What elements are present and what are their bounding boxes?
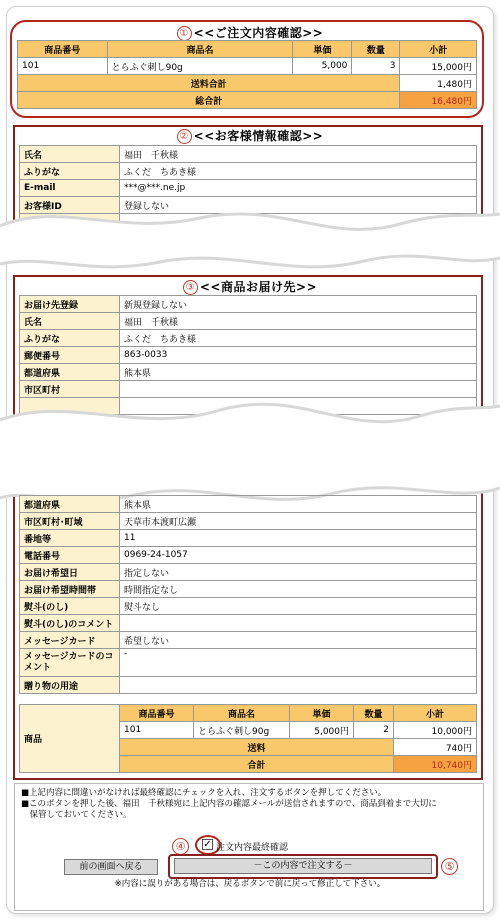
- delivery-value: 新規登録しない: [120, 296, 477, 313]
- delivery-total-value: 10,740円: [394, 756, 477, 773]
- customer-row: [20, 163, 477, 180]
- delivery-label: お届け希望日: [20, 564, 120, 581]
- delivery-label: メッセージカードのコメント: [20, 649, 120, 677]
- torn-break-1: [0, 196, 500, 276]
- delivery-total-label: 合計: [120, 756, 394, 773]
- delivery-label: 熨斗(のし): [20, 598, 120, 615]
- delivery-label: 郵便番号: [20, 347, 120, 364]
- customer-label: 氏名: [20, 146, 120, 163]
- delivery-row: [20, 330, 477, 347]
- order-shipping-label: 送料合計: [18, 75, 400, 92]
- delivery-product-table: [19, 704, 477, 773]
- delivery-row: [20, 347, 477, 364]
- delivery-header-price: 単価: [290, 705, 354, 722]
- delivery-value: 863-0033: [120, 347, 477, 364]
- delivery-value: 熊本県: [120, 496, 477, 513]
- delivery-label: お届け先登録: [20, 296, 120, 313]
- footnote: ※内容に誤りがある場合は、戻るボタンで前に戻って修正して下さい。: [114, 879, 386, 889]
- delivery-row: [20, 364, 477, 381]
- delivery-shipping-label: 送料: [120, 739, 394, 756]
- delivery-row: [20, 530, 477, 547]
- order-price: 5,000: [293, 58, 352, 75]
- order-qty: 3: [352, 58, 400, 75]
- delivery-header-code: 商品番号: [120, 705, 194, 722]
- order-row: [18, 58, 477, 75]
- note-line-2: ■このボタンを押した後、福田 千秋様宛に上記内容の確認メールが送信されますので、商品到着まで大切に: [21, 799, 437, 809]
- delivery-row: [20, 598, 477, 615]
- customer-value: ***@***.ne.jp: [120, 180, 477, 197]
- delivery-label: 贈り物の用途: [20, 677, 120, 694]
- delivery-label: 都道府県: [20, 496, 120, 513]
- delivery-value: 時間指定なし: [120, 581, 477, 598]
- delivery-row: [20, 496, 477, 513]
- customer-label: ふりがな: [20, 163, 120, 180]
- delivery-label: 電話番号: [20, 547, 120, 564]
- delivery-value: 指定しない: [120, 564, 477, 581]
- delivery-label: 番地等: [20, 530, 120, 547]
- delivery-row: [20, 581, 477, 598]
- customer-value: ふくだ ちあき様: [120, 163, 477, 180]
- delivery-row: [20, 513, 477, 530]
- delivery-value: ふくだ ちあき様: [120, 330, 477, 347]
- delivery-row: [20, 547, 477, 564]
- order-header-name: 商品名: [107, 41, 293, 58]
- place-order-button[interactable]: －この内容で注文する－: [174, 858, 432, 874]
- order-code: 101: [18, 58, 108, 75]
- delivery-value: 0969-24-1057: [120, 547, 477, 564]
- customer-row: [20, 146, 477, 163]
- order-total-label: 総合計: [18, 92, 400, 109]
- delivery-header-subtotal: 小計: [394, 705, 477, 722]
- delivery-title-text: <<商品お届け先>>: [199, 280, 318, 294]
- marker-4-icon: ④: [172, 838, 189, 855]
- order-header-price: 単価: [293, 41, 352, 58]
- customer-label: お客様ID: [20, 197, 120, 214]
- order-header-code: 商品番号: [18, 41, 108, 58]
- delivery-label: 氏名: [20, 313, 120, 330]
- customer-row: [20, 180, 477, 197]
- customer-section-title: [0, 127, 500, 144]
- order-table: [17, 40, 477, 109]
- delivery-section-title: [0, 278, 500, 295]
- delivery-product-label: 商品: [20, 705, 120, 773]
- final-confirm-checkbox[interactable]: ✓: [203, 839, 212, 850]
- delivery-label: 市区町村･町域: [20, 513, 120, 530]
- delivery-qty: 2: [354, 722, 394, 739]
- delivery-row: [20, 615, 477, 632]
- delivery-bottom-table: [19, 495, 477, 694]
- delivery-value: 熊本県: [120, 364, 477, 381]
- customer-title-text: <<お客様情報確認>>: [193, 129, 324, 143]
- delivery-name: とらふぐ刺し90g: [194, 722, 290, 739]
- delivery-label: お届け希望時間帯: [20, 581, 120, 598]
- order-total-value: 16,480円: [400, 92, 477, 109]
- delivery-value: -: [120, 649, 477, 677]
- delivery-code: 101: [120, 722, 194, 739]
- order-name: とらふぐ刺し90g: [107, 58, 293, 75]
- order-section-title: [0, 24, 500, 41]
- customer-label: E-mail: [20, 180, 120, 197]
- delivery-header-qty: 数量: [354, 705, 394, 722]
- delivery-value: 熨斗なし: [120, 598, 477, 615]
- delivery-label: ふりがな: [20, 330, 120, 347]
- marker-1-icon: ①: [177, 26, 192, 41]
- delivery-header-name: 商品名: [194, 705, 290, 722]
- delivery-label: 市区町村: [20, 381, 120, 398]
- delivery-label: 熨斗(のし)のコメント: [20, 615, 120, 632]
- order-header-qty: 数量: [352, 41, 400, 58]
- delivery-row: [20, 564, 477, 581]
- note-line-3: 保管しておいてください。: [21, 810, 132, 820]
- order-shipping-value: 1,480円: [400, 75, 477, 92]
- customer-value: 福田 千秋様: [120, 146, 477, 163]
- order-header-subtotal: 小計: [400, 41, 477, 58]
- delivery-row: [20, 296, 477, 313]
- customer-value: 登録しない: [120, 197, 477, 214]
- delivery-price: 5,000円: [290, 722, 354, 739]
- delivery-value: 希望しない: [120, 632, 477, 649]
- delivery-row: [20, 632, 477, 649]
- marker-5-icon: ⑤: [441, 858, 458, 875]
- final-confirm-label: 注文内容最終確認: [216, 843, 289, 853]
- delivery-value: 天草市本渡町広瀬: [120, 513, 477, 530]
- delivery-value: 福田 千秋様: [120, 313, 477, 330]
- delivery-value: 11: [120, 530, 477, 547]
- marker-3-icon: ③: [183, 280, 198, 295]
- delivery-row: [20, 649, 477, 677]
- delivery-value: [120, 615, 477, 632]
- marker-2-icon: ②: [177, 129, 192, 144]
- back-button[interactable]: 前の画面へ戻る: [64, 859, 158, 875]
- delivery-value: [120, 677, 477, 694]
- delivery-row: [20, 677, 477, 694]
- delivery-label: メッセージカード: [20, 632, 120, 649]
- delivery-row: [20, 313, 477, 330]
- delivery-subtotal: 10,000円: [394, 722, 477, 739]
- order-subtotal: 15,000円: [400, 58, 477, 75]
- note-line-1: ■上記内容に間違いがなければ最終確認にチェックを入れ、注文するボタンを押してください。: [21, 788, 387, 798]
- delivery-shipping-value: 740円: [394, 739, 477, 756]
- order-title-text: <<ご注文内容確認>>: [193, 26, 324, 40]
- delivery-label: 都道府県: [20, 364, 120, 381]
